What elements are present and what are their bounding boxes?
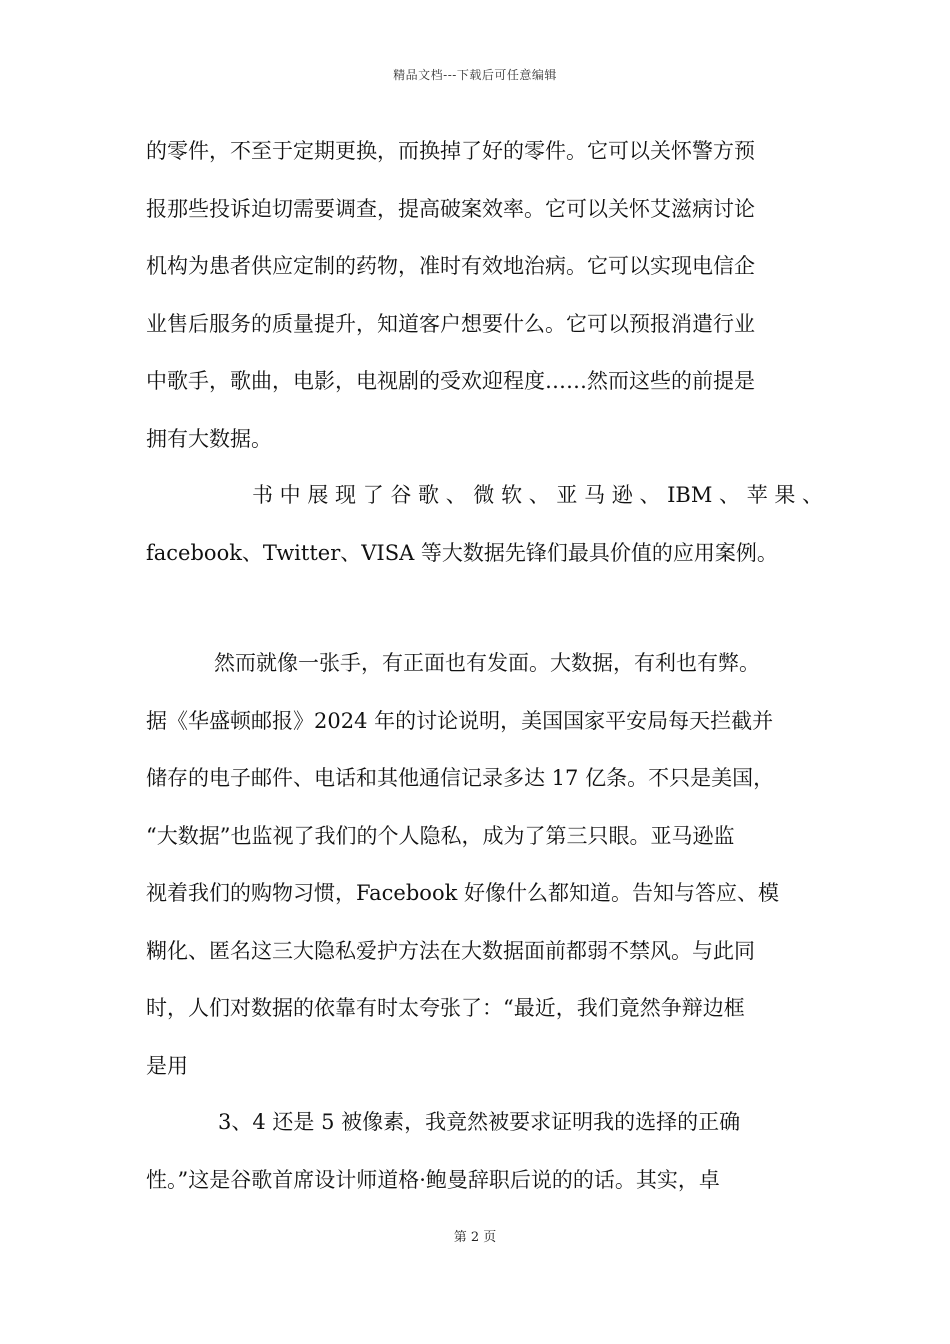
paragraph-line: 报那些投诉迫切需要调查，提高破案效率。它可以关怀艾滋病讨论 <box>146 196 755 221</box>
page-number: 第 2 页 <box>453 1230 497 1245</box>
paragraph-line: 据《华盛顿邮报》2024 年的讨论说明，美国国家平安局每天拦截并 <box>146 708 774 733</box>
paragraph-line: 拥有大数据。 <box>146 426 272 451</box>
paragraph-line: “大数据”也监视了我们的个人隐私，成为了第三只眼。亚马逊监 <box>146 823 735 848</box>
paragraph-line: 是用 <box>146 1053 188 1078</box>
paragraph-line: 性。”这是谷歌首席设计师道格·鲍曼辞职后说的的话。其实，卓 <box>146 1167 720 1192</box>
paragraph-line: 书 中 展 现 了 谷 歌 、 微 软 、 亚 马 逊 、 IBM 、 苹 果 、 <box>252 483 824 507</box>
paragraph-line: 储存的电子邮件、电话和其他通信记录多达 17 亿条。不只是美国， <box>146 766 775 790</box>
paragraph-line: 3、4 还是 5 被像素，我竟然被要求证明我的选择的正确 <box>218 1110 741 1134</box>
paragraph-1 <box>146 123 810 468</box>
paragraph-2 <box>146 467 826 582</box>
paragraph-line: 然而就像一张手，有正面也有发面。大数据，有利也有弊。 <box>214 651 760 675</box>
paragraph-line: 机构为患者供应定制的药物，准时有效地治病。它可以实现电信企 <box>146 254 755 278</box>
paragraph-3 <box>146 635 810 1095</box>
paragraph-line: 中歌手，歌曲，电影，电视剧的受欢迎程度……然而这些的前提是 <box>146 369 755 393</box>
paragraph-line: 视着我们的购物习惯，Facebook 好像什么都知道。告知与答应、模 <box>146 881 779 905</box>
paragraph-line: 糊化、匿名这三大隐私爱护方法在大数据面前都弱不禁风。与此同 <box>146 938 755 963</box>
paragraph-line: 时，人们对数据的依靠有时太夸张了：“最近，我们竟然争辩边框 <box>146 996 745 1020</box>
paragraph-line: facebook、Twitter、VISA 等大数据先锋们最具价值的应用案例。 <box>146 540 778 565</box>
paragraph-line: 的零件，不至于定期更换，而换掉了好的零件。它可以关怀警方预 <box>146 139 755 163</box>
page-header: 精品文档---下载后可任意编辑 <box>393 68 557 82</box>
paragraph-line: 业售后服务的质量提升，知道客户想要什么。它可以预报消遣行业 <box>146 311 755 336</box>
paragraph-4 <box>146 1094 810 1209</box>
